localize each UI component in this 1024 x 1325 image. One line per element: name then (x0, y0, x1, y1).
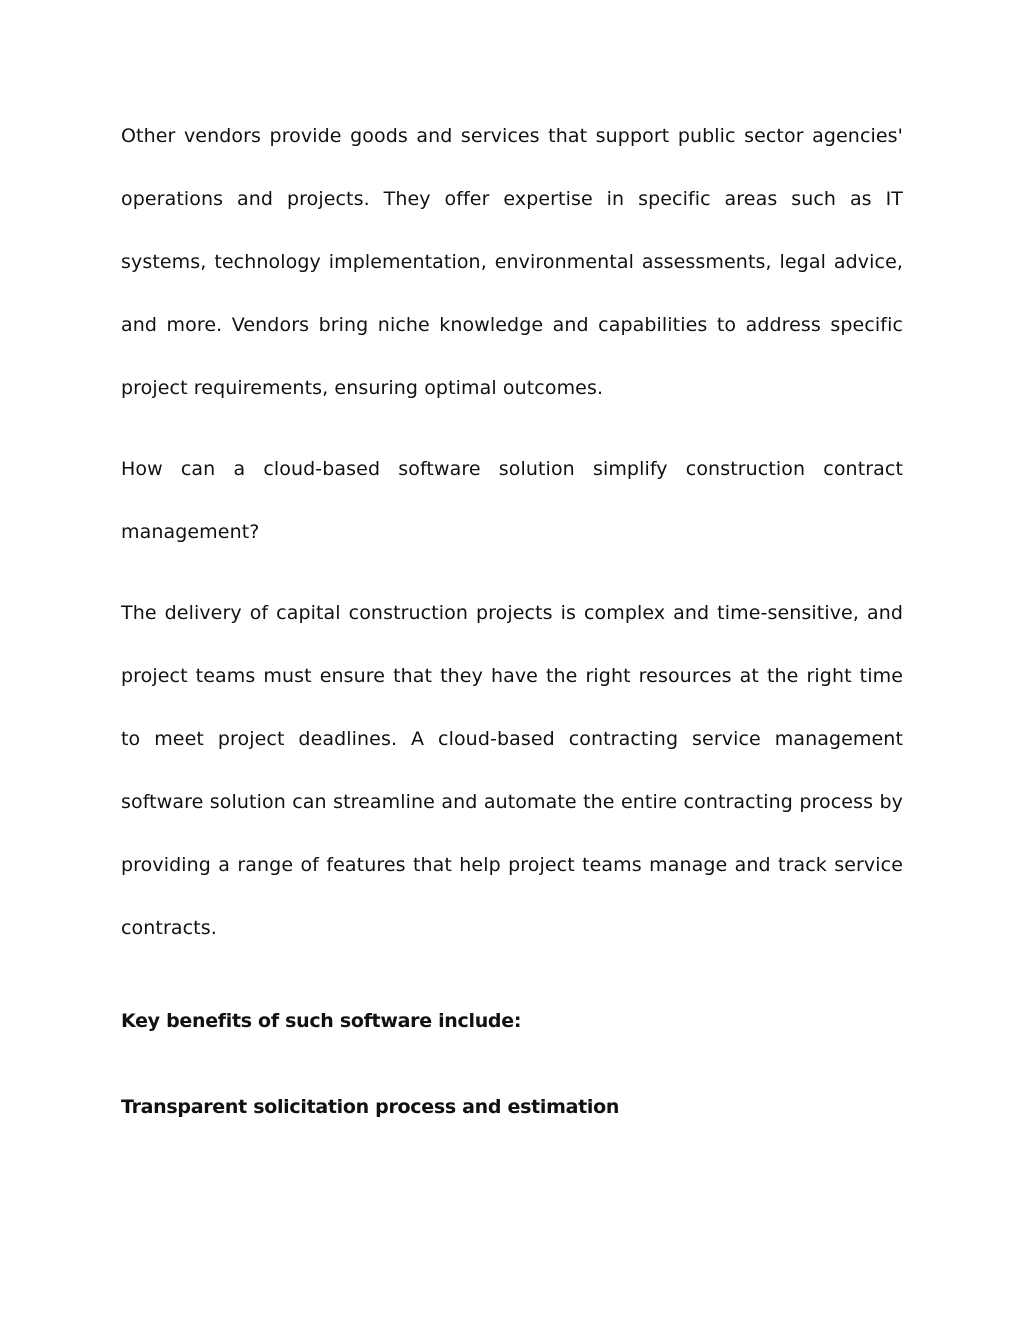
heading-transparent-solicitation: Transparent solicitation process and estimation (121, 1096, 620, 1118)
paragraph-other-vendors: Other vendors provide goods and services that support public sector agencies' operations and projects. They offer expertise in specific areas such as IT systems, technology implementation, environmental assessments, legal advice, and more. Vendors bring niche knowledge and capabilities to address specific project requirements, ensuring optimal outcomes. (121, 125, 903, 399)
paragraph-capital-construction: The delivery of capital construction projects is complex and time-sensitive, and project teams must ensure that they have the right resources at the right time to meet project deadlines. A cloud-based contracting service management software solution can streamline and automate the entire contracting process by providing a range of features that help project teams manage and track service contracts. (121, 602, 903, 939)
paragraph-question-cloud-software: How can a cloud-based software solution simplify construction contract management? (121, 458, 903, 543)
heading-key-benefits: Key benefits of such software include: (121, 1010, 522, 1032)
